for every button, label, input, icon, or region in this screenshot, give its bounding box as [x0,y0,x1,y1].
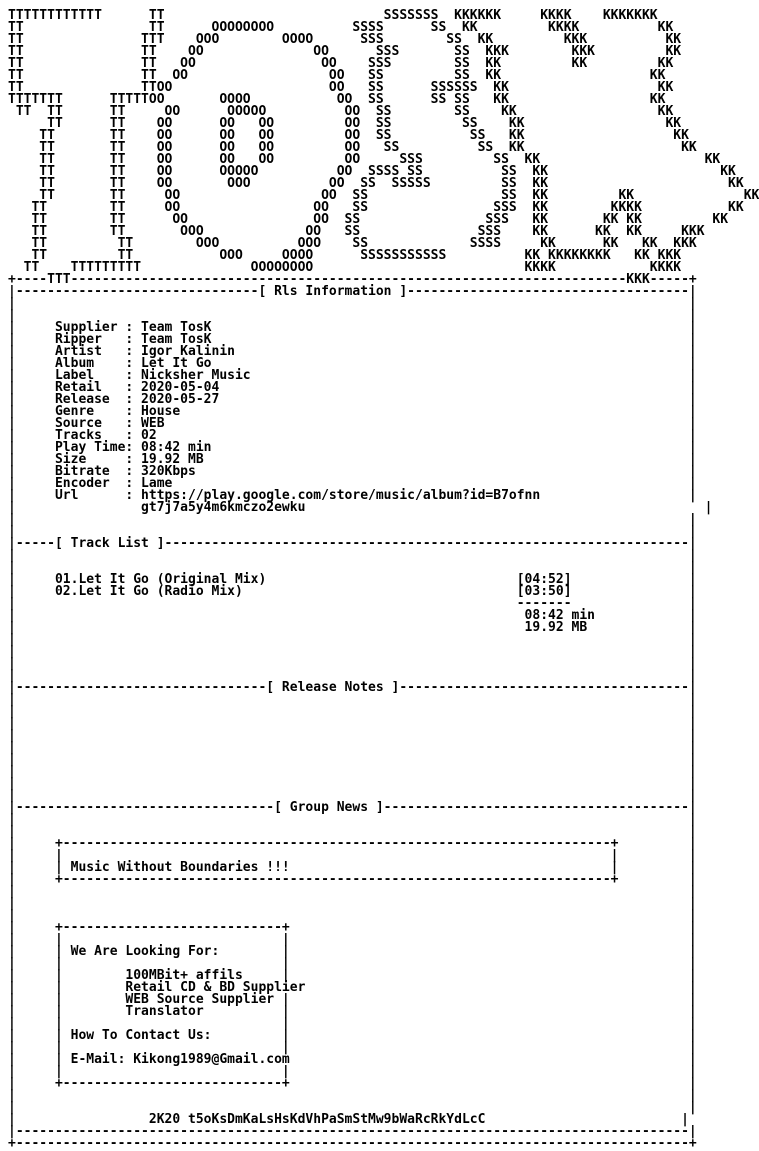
track-total-time: | 08:42 min | [8,608,697,623]
blank-line: | | [8,884,697,899]
info-genre: | Genre : House | [8,404,697,419]
info-tracks: | Tracks : 02 | [8,428,697,443]
ascii-art-line: TT TT OO OO OO OO SS SS KK KK [8,116,682,131]
blank-line: | | [8,548,697,563]
ascii-art-line: TT TT OO OO OO OO SS SS KK KK [8,128,689,143]
frame-bottom-border: +--------------------------------------------------------------------------------------+ [8,1136,697,1151]
frame-bottom-divider: |--------------------------------------------------------------------------------------| [8,1124,697,1139]
info-ripper: | Ripper : Team TosK | [8,332,697,347]
ascii-art-line: TT TT OO OOOOO OO SSSS SS SS KK KK [8,164,736,179]
looking-for-item: | | Translator | | [8,1004,697,1019]
section-header-rls-information: |-------------------------------[ Rls Information ]------------------------------------| [8,284,697,299]
ascii-art-line: TT TT OO OO OO OO SSS SS KK KK [8,152,721,167]
blank-line: | | [8,308,697,323]
info-url: | Url : https://play.google.com/store/music/album?id=B7ofnn | [8,488,697,503]
info-encoder: | Encoder : Lame | [8,476,697,491]
info-source: | Source : WEB | [8,416,697,431]
ascii-art-line: TT TT OOOOOOOO SSSS SS KK KKKK KK [8,20,674,35]
blank-line: | | [8,764,697,779]
contact-box-border: | +----------------------------+ | [8,1076,697,1091]
ascii-art-line: TT TT OO OO SS SSS KK KKKK KK [8,200,744,215]
looking-for-item: | | WEB Source Supplier | | [8,992,697,1007]
blank-line: | | [8,1100,697,1115]
blank-line: | | [8,812,697,827]
blank-line: | | [8,824,697,839]
section-header-group-news: |---------------------------------[ Group News ]---------------------------------------| [8,800,697,815]
contact-email: | | E-Mail: Kikong1989@Gmail.com | [8,1052,697,1067]
contact-box-line: | | | | [8,1064,697,1079]
blank-line: | | [8,668,697,683]
section-header-track-list: |-----[ Track List ]-------------------------------------------------------------------| [8,536,697,551]
blank-line: | | [8,632,697,647]
ascii-art-line: TT TT OOO OOO SS SSSS KK KK KK KKK [8,236,697,251]
blank-line: | | [8,896,697,911]
news-box-border: | +----------------------------------------------------------------------+ | [8,836,697,851]
looking-for-heading: | | We Are Looking For: | | [8,944,697,959]
info-artist: | Artist : Igor Kalinin | [8,344,697,359]
blank-line: | | [8,524,697,539]
blank-line: | | [8,788,697,803]
footer-signature: | 2K20 t5oKsDmKaLsHsKdVhPaSmStMw9bWaRcRkYdLcC | [8,1112,689,1127]
contact-box-line: | | | | [8,932,697,947]
blank-line: | | [8,752,697,767]
track-row: | 02.Let It Go (Radio Mix) [03:50] | [8,584,697,599]
news-box-line: | | | | [8,848,697,863]
ascii-art-line: TT TT OO OO SSS SS KK KK KK [8,56,674,71]
ascii-art-line: TT TT OO OO SS SS KK KK [8,68,666,83]
ascii-art-line: TT TTT OOO OOOO SSS SS KK KKK KK [8,32,682,47]
ascii-art-line: TT TT OOO OO SS SSS KK KK KK KKK [8,224,705,239]
ascii-art-line: TT TT OO OOO OO SS SSSSS SS KK KK [8,176,744,191]
contact-box-line: | | | | [8,1016,697,1031]
blank-line: | | [8,644,697,659]
track-row: | 01.Let It Go (Original Mix) [04:52] | [8,572,697,587]
blank-line: | | [8,740,697,755]
info-release: | Release : 2020-05-27 | [8,392,697,407]
blank-line: | | [8,908,697,923]
blank-line: | | [8,1088,697,1103]
ascii-art-line: TT TTOO OO SS SSSSSS KK KK [8,80,674,95]
blank-line: | | [8,704,697,719]
blank-line: | | [8,776,697,791]
ascii-art-line: TT TT OO OO OO OO SS SS KK KK [8,140,697,155]
ascii-art-line: TTTTTTTTTTTT TT SSSSSSS KKKKKK KKKK KKKKKKK [8,8,658,23]
info-url-continued: | gt7j7a5y4m6kmczo2ewku | [8,500,713,515]
info-size: | Size : 19.92 MB | [8,452,697,467]
blank-line: | | [8,656,697,671]
info-play-time: | Play Time: 08:42 min | [8,440,697,455]
info-album: | Album : Let It Go | [8,356,697,371]
nfo-document [8,10,759,1150]
ascii-art-line: TT TTTTTTTTT OOOOOOOO KKKK KKKK [8,260,682,275]
info-retail: | Retail : 2020-05-04 | [8,380,697,395]
looking-for-item: | | Retail CD & BD Supplier | [8,980,697,995]
news-box-border: | +----------------------------------------------------------------------+ | [8,872,697,887]
blank-line: | | [8,692,697,707]
ascii-art-line: TT TT TT OO OOOOO OO SS SS KK KK [8,104,674,119]
blank-line: | | [8,296,697,311]
ascii-art-line: TTTTTTT TTTTTOO OOOO OO SS SS SS KK KK [8,92,666,107]
info-label: | Label : Nicksher Music | [8,368,697,383]
blank-line: | | [8,560,697,575]
frame-top-border: +----TTT-----------------------------------------------------------------------KKK-----+ [8,272,697,287]
blank-line: | | [8,512,697,527]
blank-line: | | [8,716,697,731]
blank-line: | | [8,728,697,743]
ascii-art-line: TT TT OO OO SS SSS KK KK KK KK [8,212,729,227]
track-total-divider: | ------- | [8,596,697,611]
contact-box-line: | | | | [8,1040,697,1055]
ascii-art-line: TT TT OO OO SSS SS KKK KKK KK [8,44,682,59]
track-total-size: | 19.92 MB | [8,620,697,635]
looking-for-item: | | 100MBit+ affils | | [8,968,697,983]
contact-box-line: | | | | [8,956,697,971]
ascii-art-line: TT TT OO OO SS SS KK KK KK [8,188,759,203]
section-header-release-notes: |--------------------------------[ Release Notes ]-------------------------------------| [8,680,697,695]
news-motto: | | Music Without Boundaries !!! | | [8,860,697,875]
ascii-art-line: TT TT OOO OOOO SSSSSSSSSSS KK KKKKKKKK KK KKK [8,248,682,263]
contact-box-border: | +----------------------------+ | [8,920,697,935]
info-supplier: | Supplier : Team TosK | [8,320,697,335]
contact-heading: | | How To Contact Us: | | [8,1028,697,1043]
info-bitrate: | Bitrate : 320Kbps | [8,464,697,479]
